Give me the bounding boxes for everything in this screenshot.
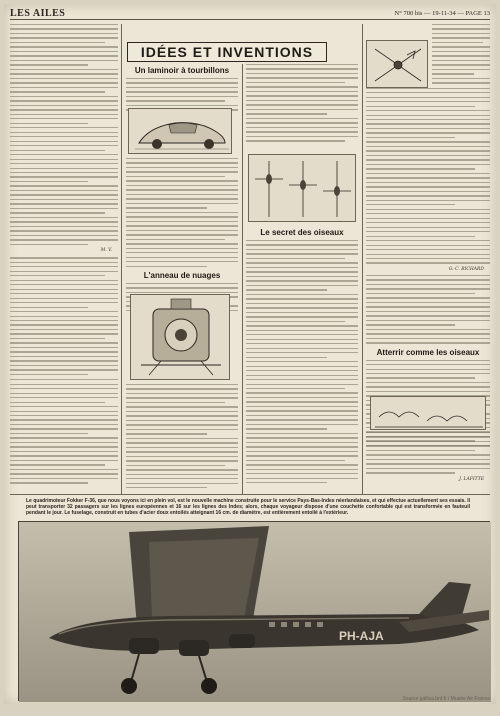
aircraft-photo xyxy=(18,521,490,701)
masthead xyxy=(10,8,490,20)
figure-mechanism xyxy=(130,294,230,380)
right-column-text-bottom xyxy=(366,432,490,474)
column-rule-2 xyxy=(242,64,243,494)
fokker-aircraft-drawing xyxy=(19,522,491,702)
column-rule-3 xyxy=(362,24,363,494)
article-text-oiseaux xyxy=(246,240,358,483)
article-title-atterrir: Atterrir comme les oiseaux xyxy=(376,347,480,357)
section-heading-text: IDÉES ET INVENTIONS xyxy=(140,44,314,60)
masthead-meta: N° 700 bis — 19-11-34 — PAGE 13 xyxy=(394,10,490,17)
aircraft-registration: PH-AJA xyxy=(339,629,384,643)
figure-streamlined-car xyxy=(128,108,232,154)
photo-top-rule xyxy=(10,494,490,495)
mechanism-drawing xyxy=(131,295,231,381)
article-text-laminoir-cont xyxy=(126,158,238,267)
middle-column-lower xyxy=(126,158,238,280)
middle-column-bottom xyxy=(126,384,238,494)
left-column-text-top xyxy=(10,24,118,245)
section-heading xyxy=(127,42,327,62)
bird-diagrams-drawing xyxy=(249,155,357,223)
signature-first: M. V. xyxy=(100,248,112,254)
center-right-column-lower xyxy=(246,226,358,494)
streamlined-car-drawing xyxy=(129,109,233,155)
figure-landing-birds xyxy=(370,396,486,430)
article-text-laminoir xyxy=(126,78,238,111)
signature-second: G.-C. RICHARD xyxy=(448,266,484,272)
center-right-column xyxy=(246,64,358,154)
right-column-bottom xyxy=(366,432,490,494)
photo-caption: Le quadrimoteur Fokker F-36, que nous voyons ici en plein vol, est le nouvelle machine construite pour le service Pays-Bas-Indes néerlandaises, et qui effectue actuellement ses essais. Il peut transporter 32 passagers sur les lignes européennes et 16 sur les lignes des Indes; alors, chaque voyageur dispose d'une couchette confortable qui est transformée en fauteuil pendant le jour. Le fuselage, construit en tubes d'acier doux entoilés atteignant 16 cm. de diamètre, est entièrement entoilé à l'extérieur. xyxy=(26,498,470,516)
column-rule-1 xyxy=(121,24,122,494)
right-column-text-mid xyxy=(366,88,490,264)
signature-third: J. LAFITTE xyxy=(459,476,484,482)
right-column-text-lower xyxy=(366,275,490,344)
article-title-laminoir: Un laminoir à tourbillons xyxy=(134,66,230,75)
landing-birds-drawing xyxy=(371,397,487,431)
right-column-text-top xyxy=(432,24,490,84)
article-title-oiseaux: Le secret des oiseaux xyxy=(260,228,344,237)
left-column-text-bottom xyxy=(10,379,118,483)
masthead-brand: LES AILES xyxy=(10,8,66,19)
left-column xyxy=(10,24,118,494)
newspaper-page xyxy=(4,4,496,704)
footer-credit: Source gallica.bnf.fr / Musée Air France xyxy=(402,696,490,702)
article-text-anneau-cont xyxy=(126,384,238,488)
article-text-center-top xyxy=(246,64,358,142)
article-title-anneau: L'anneau de nuages xyxy=(143,270,221,280)
left-column-text-news xyxy=(10,257,118,375)
figure-bird-diagrams xyxy=(248,154,356,222)
